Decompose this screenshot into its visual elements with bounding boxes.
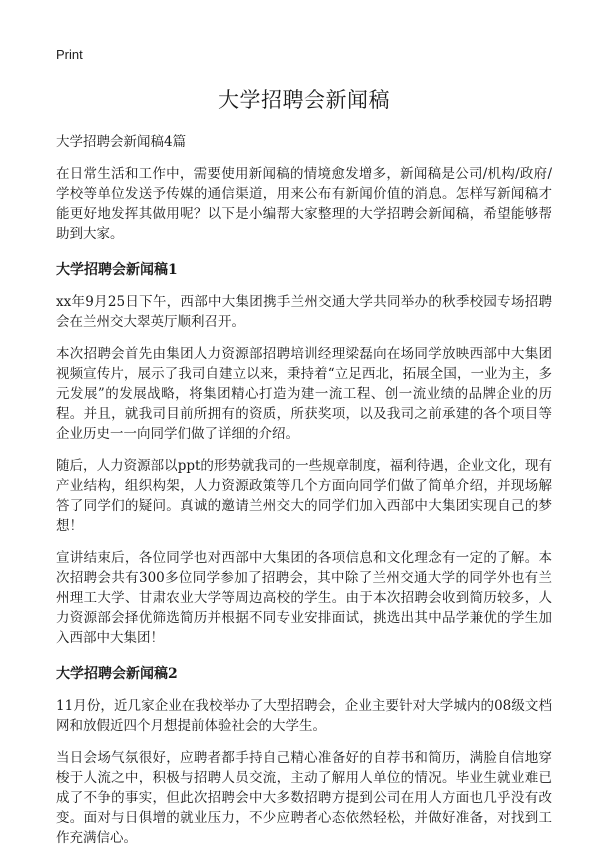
document-subtitle: 大学招聘会新闻稿4篇 bbox=[56, 134, 187, 150]
section-1-paragraph-4: 宣讲结束后，各位同学也对西部中大集团的各项信息和文化理念有一定的了解。本次招聘会共有300多位同学参加了招聘会，其中除了兰州交通大学的同学外也有兰州理工大学、甘肃农业大学等周边高校的学生。由于本次招聘会收到简历较多，人力资源部会择优筛选简历并根据不同专业安排面试，挑选出其中品学兼优的学生加入西部中大集团！ bbox=[56, 550, 552, 646]
section-2-paragraph-1: 11月份，近几家企业在我校举办了大型招聘会，企业主要针对大学城内的08级文档网和放假近四个月想提前体验社会的大学生。 bbox=[56, 698, 552, 734]
section-1-paragraph-3: 随后，人力资源部以ppt的形势就我司的一些规章制度，福利待遇，企业文化，现有产业结构，组织构架，人力资源政策等几个方面向同学们做了简单介绍，并现场解答了同学们的疑问。真诚的邀请兰州交大的同学们加入西部中大集团实现自己的梦想！ bbox=[56, 458, 552, 534]
section-heading-1: 大学招聘会新闻稿1 bbox=[56, 262, 178, 278]
section-heading-2: 大学招聘会新闻稿2 bbox=[56, 666, 178, 682]
section-2-paragraph-2: 当日会场气氛很好，应聘者都手持自己精心准备好的自荐书和简历，满脸自信地穿梭于人流之中，积极与招聘人员交流，主动了解用人单位的情况。毕业生就业难已成了不争的事实，但此次招聘会中大多数招聘方提到公司在用人方面也几乎没有改变。面对与日俱增的就业压力，不少应聘者心态依然轻松，并做好准备，对找到工作充满信心。 bbox=[56, 750, 552, 846]
page-title: 大学招聘会新闻稿 bbox=[218, 88, 390, 112]
intro-paragraph: 在日常生活和工作中，需要使用新闻稿的情境愈发增多，新闻稿是公司/机构/政府/学校等单位发送予传媒的通信渠道，用来公布有新闻价值的消息。怎样写新闻稿才能更好地发挥其做用呢？以下是小编帮大家整理的大学招聘会新闻稿，希望能够帮助到大家。 bbox=[56, 166, 552, 242]
section-1-paragraph-1: xx年9月25日下午，西部中大集团携手兰州交通大学共同举办的秋季校园专场招聘会在兰州交大翠英厅顺利召开。 bbox=[56, 294, 552, 330]
print-link[interactable]: Print bbox=[56, 47, 83, 62]
section-1-paragraph-2: 本次招聘会首先由集团人力资源部招聘培训经理梁磊向在场同学放映西部中大集团视频宣传片，展示了我司自建立以来，秉持着“立足西北，拓展全国，一业为主，多元发展”的发展战略，将集团精心打造为建一流工程、创一流业绩的品牌企业的历程。并且，就我司目前所拥有的资质，所获奖项，以及我司之前承建的各个项目等企业历史一一向同学们做了详细的介绍。 bbox=[56, 346, 552, 442]
